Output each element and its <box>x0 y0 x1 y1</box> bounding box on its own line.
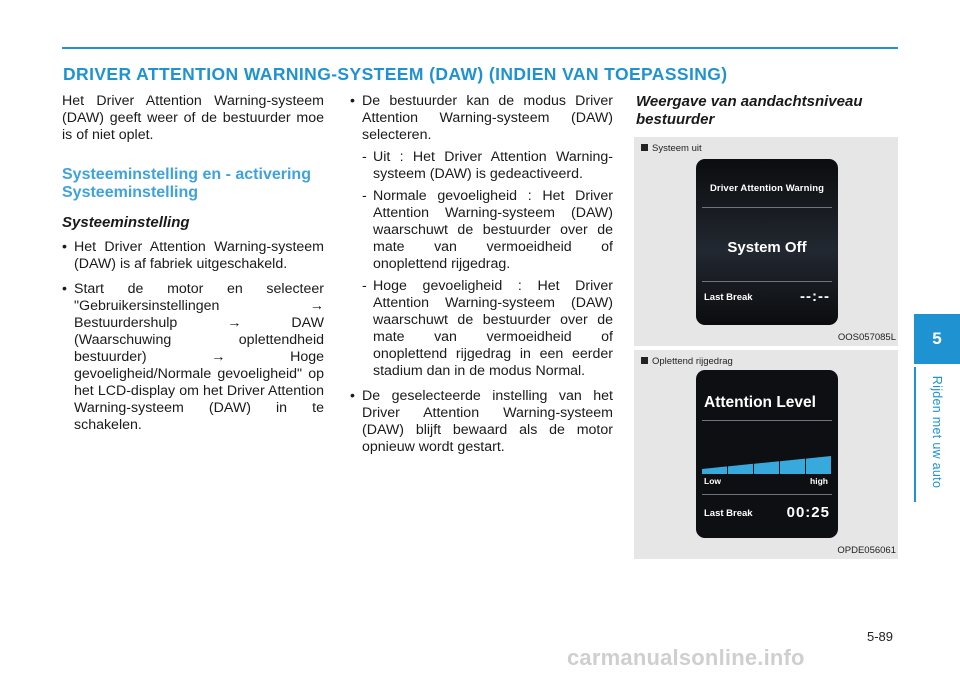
figure-code: OPDE056061 <box>837 545 896 556</box>
list-item: • De geselecteerde instelling van het Driver Attention Warning-systeem (DAW) blijft bewaard als de motor opnieuw wordt gestart. <box>350 388 613 456</box>
subheading: Systeeminstelling <box>62 214 190 231</box>
divider <box>702 494 832 495</box>
divider <box>702 207 832 208</box>
attention-level-segment <box>780 459 805 474</box>
list-item: • Het Driver Attention Warning-systeem (DAW) is af fabriek uitgeschakeld. <box>62 239 324 273</box>
low-label: Low <box>704 476 721 486</box>
mode-select-text: De bestuurder kan de modus Driver Attention Warning-systeem (DAW) selecteren. <box>362 93 613 143</box>
cluster-display <box>696 159 838 325</box>
high-label: high <box>810 476 828 486</box>
list-item: • Start de motor en selecteer "Gebruikersinstellingen → Bestuurdershulp → DAW (Waarschuwing oplettendheid bestuurder) → Hoge gevoeligheid/Normale gevoeligheid" op het LCD-display om het Driver Attention Warning-systeem (DAW) in te schakelen. <box>62 281 324 434</box>
attention-level-bar <box>702 456 832 474</box>
page-number: 5-89 <box>867 629 894 644</box>
cluster-display <box>696 370 838 538</box>
figure-label: Oplettend rijgedrag <box>641 356 733 367</box>
list-item <box>350 93 613 380</box>
watermark: carmanualsonline.info <box>567 645 805 670</box>
chapter-rule <box>914 367 916 502</box>
attention-level-segment <box>728 464 753 474</box>
display-title: Driver Attention Warning <box>709 183 825 194</box>
figure-code: OOS057085L <box>837 332 896 343</box>
dash-item: - Normale gevoeligheid : Het Driver Attention Warning-systeem (DAW) waarschuwt de bestuurder over de mate van vermoeidheid of onoplettend rijgedrag. <box>362 188 613 273</box>
attention-level-segment <box>806 456 831 474</box>
header-rule <box>62 47 898 49</box>
column-1 <box>62 93 324 442</box>
figure-label: Systeem uit <box>641 143 702 154</box>
mode-bullet-list <box>350 93 613 456</box>
last-break-time: --:-- <box>800 288 830 305</box>
page-title: DRIVER ATTENTION WARNING-SYSTEEM (DAW) (INDIEN VAN TOEPASSING) <box>63 64 728 84</box>
divider <box>702 420 832 421</box>
chapter-title: Rijden met uw auto <box>930 375 944 489</box>
display-heading: Weergave van aandachtsniveau bestuurder <box>636 93 863 128</box>
system-status: System Off <box>727 239 807 256</box>
attention-level-segment <box>754 461 779 474</box>
mode-dash-list <box>362 149 613 380</box>
dash-item: - Hoge gevoeligheid : Het Driver Attention Warning-systeem (DAW) waarschuwt de bestuurder over de mate van vermoeidheid of onoplettend rijgedrag in een eerder stadium dan in de modus Normal. <box>362 278 613 380</box>
square-bullet-icon <box>641 144 648 151</box>
figure-attention-level <box>634 350 898 559</box>
attention-level-segment <box>702 466 727 474</box>
section-heading: Systeeminstelling en - activering Systeeminstelling <box>62 166 311 201</box>
last-break-label: Last Break <box>704 508 753 519</box>
last-break-time: 00:25 <box>786 504 830 521</box>
display-title: Attention Level <box>704 394 816 411</box>
column-3 <box>636 93 898 129</box>
chapter-tab: 5 <box>914 314 960 364</box>
settings-bullet-list <box>62 239 324 434</box>
last-break-label: Last Break <box>704 292 753 303</box>
column-2 <box>350 93 613 464</box>
square-bullet-icon <box>641 357 648 364</box>
intro-paragraph: Het Driver Attention Warning-systeem (DAW) geeft weer of de bestuurder moe is of niet oplet. <box>62 93 324 143</box>
divider <box>702 281 832 282</box>
figure-system-off <box>634 137 898 346</box>
dash-item: - Uit : Het Driver Attention Warning-systeem (DAW) is gedeactiveerd. <box>362 149 613 183</box>
